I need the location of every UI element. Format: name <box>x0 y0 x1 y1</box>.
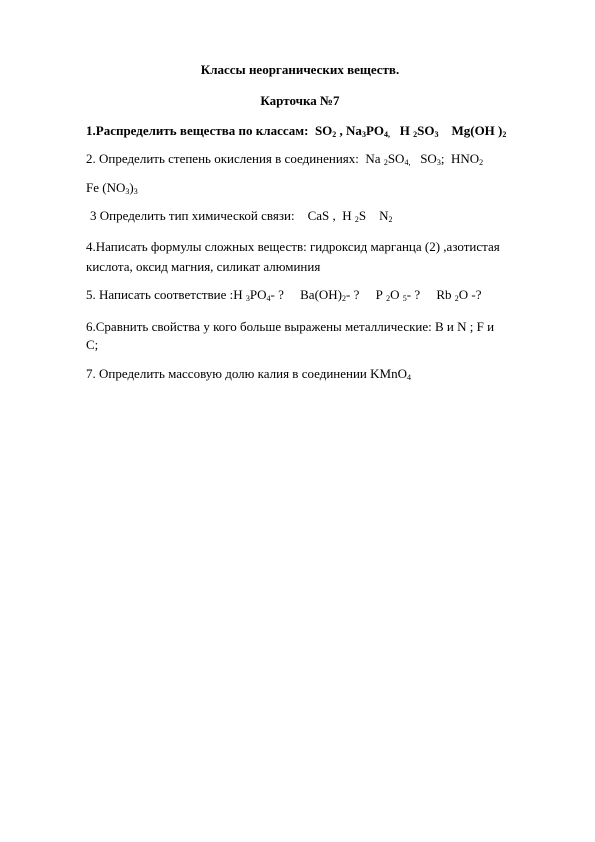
task-6-line-1: 6.Сравнить свойства у кого больше выражены металлические: B и N ; F и <box>86 319 495 334</box>
formula-h2s: H $_2$S <box>342 208 367 224</box>
formula-so3: $SO_3$; <box>420 151 445 167</box>
formula-kmno4: KMnO$_4$ <box>370 366 411 382</box>
formula-n2: $N_2$ <box>379 208 393 224</box>
task-1: 1.Распределить вещества по классам: $SO_2$ , $Na_3PO_{4,}$ H $_2SO_3$ Mg(OH )$_2$ <box>86 123 507 139</box>
task-6-line-2: C; <box>86 337 99 352</box>
document-title: Классы неорганических веществ. <box>200 62 400 77</box>
task-5 <box>86 288 482 301</box>
task-2-label: 2. Определить степень окисления в соединениях: <box>86 151 359 166</box>
formula-baoh2: $Ba(OH)_2-$ ? <box>300 287 360 303</box>
formula-hno2: $HNO_2$ <box>450 151 484 167</box>
formula-cas: CaS , <box>307 208 336 223</box>
card-title: Карточка №7 <box>260 93 340 108</box>
task-2 <box>86 152 483 165</box>
formula-na2so4: Na $_2SO_{4,}$ <box>365 151 411 167</box>
formula-na3po4: $Na_3PO_{4,}$ <box>346 123 390 139</box>
task-4-line-1: 4.Написать формулы сложных веществ: гидроксид марганца (2) ,азотистая <box>86 239 500 254</box>
task-1-label: 1.Распределить вещества по классам: <box>86 123 309 138</box>
formula-mgoh2: Mg(OH )$_2$ <box>451 123 507 139</box>
task-3 <box>90 209 393 222</box>
task-4-line-2: кислота, оксид магния, силикат алюминия <box>86 259 321 274</box>
formula-h2so3: H $_2SO_3$ <box>399 123 439 139</box>
task-3-label: 3 Определить тип химической связи: <box>90 208 295 223</box>
task-7 <box>86 367 411 380</box>
formula-so2: $SO_2$ <box>314 123 337 139</box>
formula-p2o5: P $_2$O $_5$- ? <box>375 287 421 303</box>
formula-fe-no3-3: Fe $(NO_3)_3$ <box>86 180 138 196</box>
task-7-label: 7. Определить массовую долю калия в соединении <box>86 366 367 381</box>
formula-rb2o: Rb $_2$O -? <box>436 287 482 303</box>
task-5-label: 5. Написать соответствие : <box>86 287 234 302</box>
formula-h3po4: H $_3PO_4-$ ? <box>233 287 284 303</box>
